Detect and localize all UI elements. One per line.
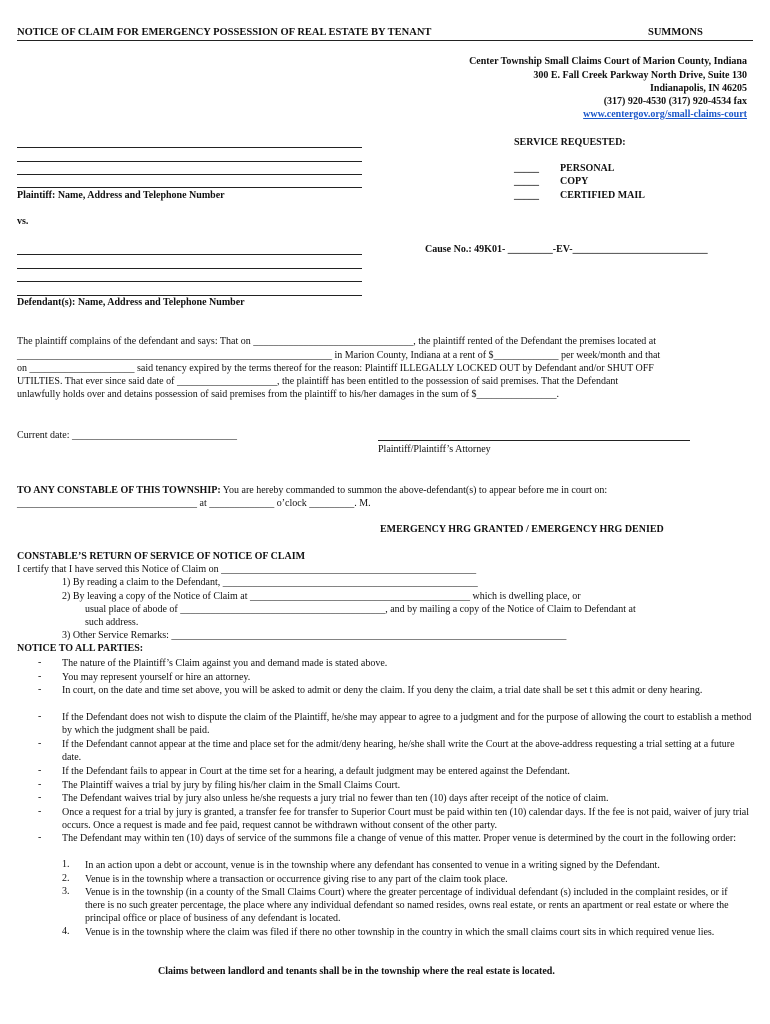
defendant-line-3[interactable] [17, 281, 362, 282]
venue-number: 4. [62, 926, 70, 937]
document-title: NOTICE OF CLAIM FOR EMERGENCY POSSESSION OF REAL ESTATE BY TENANT [17, 27, 432, 38]
notice-bullet: - [38, 765, 42, 776]
notice-item: If the Defendant does not wish to dispute the claim of the Plaintiff, he/she may appear to agree to a judgment and for the purpose of allowing the court to establish a method by which the judgment shall be paid. [62, 712, 752, 736]
notice-item: If the Defendant fails to appear in Court at the time set for a hearing, a default judgment may be entered against the Defendant. [62, 766, 570, 777]
complaint-line-1: The plaintiff complains of the defendant and says: That on ________________________________, the plaintiff rented of the Defendant the premises located at [17, 336, 657, 347]
notice-bullet: - [38, 671, 42, 682]
attorney-signature-line[interactable] [378, 440, 690, 441]
notice-bullet: - [38, 657, 42, 668]
notice-item: The Defendant waives trial by jury also unless he/she requests a jury trial no fewer than ten (10) days after receipt of the notice of claim. [62, 793, 609, 804]
venue-rule: Venue is in the township (in a county of the Small Claims Court) where the greater percentage of individual defendant (s) included in the complaint resides, or if there is no such greater percentage, the place where any individual defendant so named resides, owns real estate, or rents an apartment or real estate or where the principal office or place of business of any defendant is located. [85, 887, 729, 924]
court-date-time-field[interactable]: ____________________________________ at _____________ o’clock _________. M. [17, 498, 371, 509]
complaint-line-2: _______________________________________________________________ in Marion County, Indiana at a rent of $_____________ per week/month and that [17, 350, 661, 361]
complaint-line-5: unlawfully holds over and detains possession of said premises from the plaintiff to his/her damages in the sum of $________________. [17, 389, 559, 400]
return-item-abode: usual place of abode of _________________________________________, and by mailing a copy of the Notice of Claim to Defendant at [85, 604, 636, 615]
notice-heading: NOTICE TO ALL PARTIES: [17, 643, 144, 654]
complaint-line-4: UTILTIES. That ever since said date of ____________________, the plaintiff has been entitled to the possession of said premises. That the Defendant [17, 376, 619, 387]
notice-item: You may represent yourself or hire an attorney. [62, 672, 251, 683]
notice-bullet: - [38, 684, 42, 695]
plaintiff-line-2[interactable] [17, 161, 362, 162]
defendant-line-2[interactable] [17, 268, 362, 269]
venue-rule: In an action upon a debt or account, venue is in the township where any defendant has consented to venue in a writing signed by the Defendant. [85, 860, 660, 871]
emergency-hearing-status: EMERGENCY HRG GRANTED / EMERGENCY HRG DENIED [380, 524, 664, 535]
constable-return-heading: CONSTABLE’S RETURN OF SERVICE OF NOTICE OF CLAIM [17, 551, 306, 562]
cause-number-field[interactable]: Cause No.: 49K01- _________-EV-___________________________ [425, 244, 708, 255]
notice-item: The nature of the Plaintiff’s Claim against you and demand made is stated above. [62, 658, 388, 669]
venue-number: 3. [62, 886, 70, 897]
service-option-personal: PERSONAL [560, 163, 615, 174]
notice-bullet: - [38, 806, 42, 817]
venue-number: 2. [62, 873, 70, 884]
return-item-other: 3) Other Service Remarks: _______________________________________________________________________________ [62, 630, 567, 641]
court-name: Center Township Small Claims Court of Marion County, Indiana [469, 56, 747, 67]
notice-bullet: - [38, 738, 42, 749]
return-item-leaving-copy: 2) By leaving a copy of the Notice of Claim at ____________________________________________ which is dwelling place, or [62, 591, 581, 602]
header-rule [17, 40, 753, 41]
certify-served-line: I certify that I have served this Notice of Claim on ___________________________________________________ [17, 564, 477, 575]
notice-item: In court, on the date and time set above, you will be asked to admit or deny the claim. If you deny the claim, a trial date shall be set t this admit or deny hearing. [62, 685, 703, 696]
notice-bullet: - [38, 779, 42, 790]
court-address-line2: Indianapolis, IN 46205 [650, 83, 747, 94]
plaintiff-line-4[interactable] [17, 187, 362, 188]
notice-bullet: - [38, 832, 42, 843]
footer-note: Claims between landlord and tenants shall be in the township where the real estate is located. [158, 966, 555, 977]
constable-command-text: You are hereby commanded to summon the above-defendant(s) to appear before me in court on: [220, 485, 608, 496]
versus-label: vs. [17, 216, 29, 227]
complaint-line-3: on _____________________ said tenancy expired by the terms thereof for the reason: Plaintiff ILLEGALLY LOCKED OUT by Defendant and/or SHUT OFF [17, 363, 654, 374]
venue-number: 1. [62, 859, 70, 870]
attorney-label: Plaintiff/Plaintiff’s Attorney [378, 444, 491, 455]
defendant-line-4[interactable] [17, 295, 362, 296]
venue-rule: Venue is in the township where the claim was filed if there no other township in the country in which the small claims court sits in which required venue lies. [85, 927, 715, 938]
service-requested-heading: SERVICE REQUESTED: [514, 137, 626, 148]
court-website-link[interactable]: www.centergov.org/small-claims-court [583, 109, 747, 120]
return-item-reading: 1) By reading a claim to the Defendant, ___________________________________________________ [62, 577, 478, 588]
constable-heading: TO ANY CONSTABLE OF THIS TOWNSHIP: [17, 485, 221, 496]
plaintiff-line-3[interactable] [17, 174, 362, 175]
defendant-label: Defendant(s): Name, Address and Telephone Number [17, 297, 245, 308]
service-blank-copy[interactable]: _____ [514, 176, 539, 187]
current-date-field[interactable]: Current date: _________________________________ [17, 430, 237, 441]
court-phone: (317) 920-4530 (317) 920-4534 fax [603, 96, 747, 107]
notice-bullet: - [38, 711, 42, 722]
notice-item: Once a request for a trial by jury is granted, a transfer fee for transfer to Superior Court must be paid within ten (10) calendar days. If the fee is not paid, waiver of jury trial occurs. Once a request is made and fee paid, request cannot be withdrawn without consent of the other party. [62, 807, 749, 831]
notice-item: The Defendant may within ten (10) days of service of the summons file a change of venue of this matter. Proper venue is determined by the court in the following order: [62, 833, 736, 844]
summons-label: SUMMONS [648, 27, 703, 38]
court-address-line1: 300 E. Fall Creek Parkway North Drive, Suite 130 [533, 70, 747, 81]
return-item-address: such address. [85, 617, 139, 628]
notice-item: If the Defendant cannot appear at the time and place set for the admit/deny hearing, he/she shall write the Court at the above-address requesting a trial setting at a future date. [62, 739, 735, 763]
service-blank-personal[interactable]: _____ [514, 163, 539, 174]
service-option-certified: CERTIFIED MAIL [560, 190, 645, 201]
defendant-line-1[interactable] [17, 254, 362, 255]
venue-rule: Venue is in the township where a transaction or occurrence giving rise to any part of the claim took place. [85, 874, 508, 885]
service-option-copy: COPY [560, 176, 589, 187]
service-blank-certified[interactable]: _____ [514, 190, 539, 201]
plaintiff-line-1[interactable] [17, 147, 362, 148]
plaintiff-label: Plaintiff: Name, Address and Telephone Number [17, 190, 225, 201]
notice-item: The Plaintiff waives a trial by jury by filing his/her claim in the Small Claims Court. [62, 780, 401, 791]
notice-bullet: - [38, 792, 42, 803]
